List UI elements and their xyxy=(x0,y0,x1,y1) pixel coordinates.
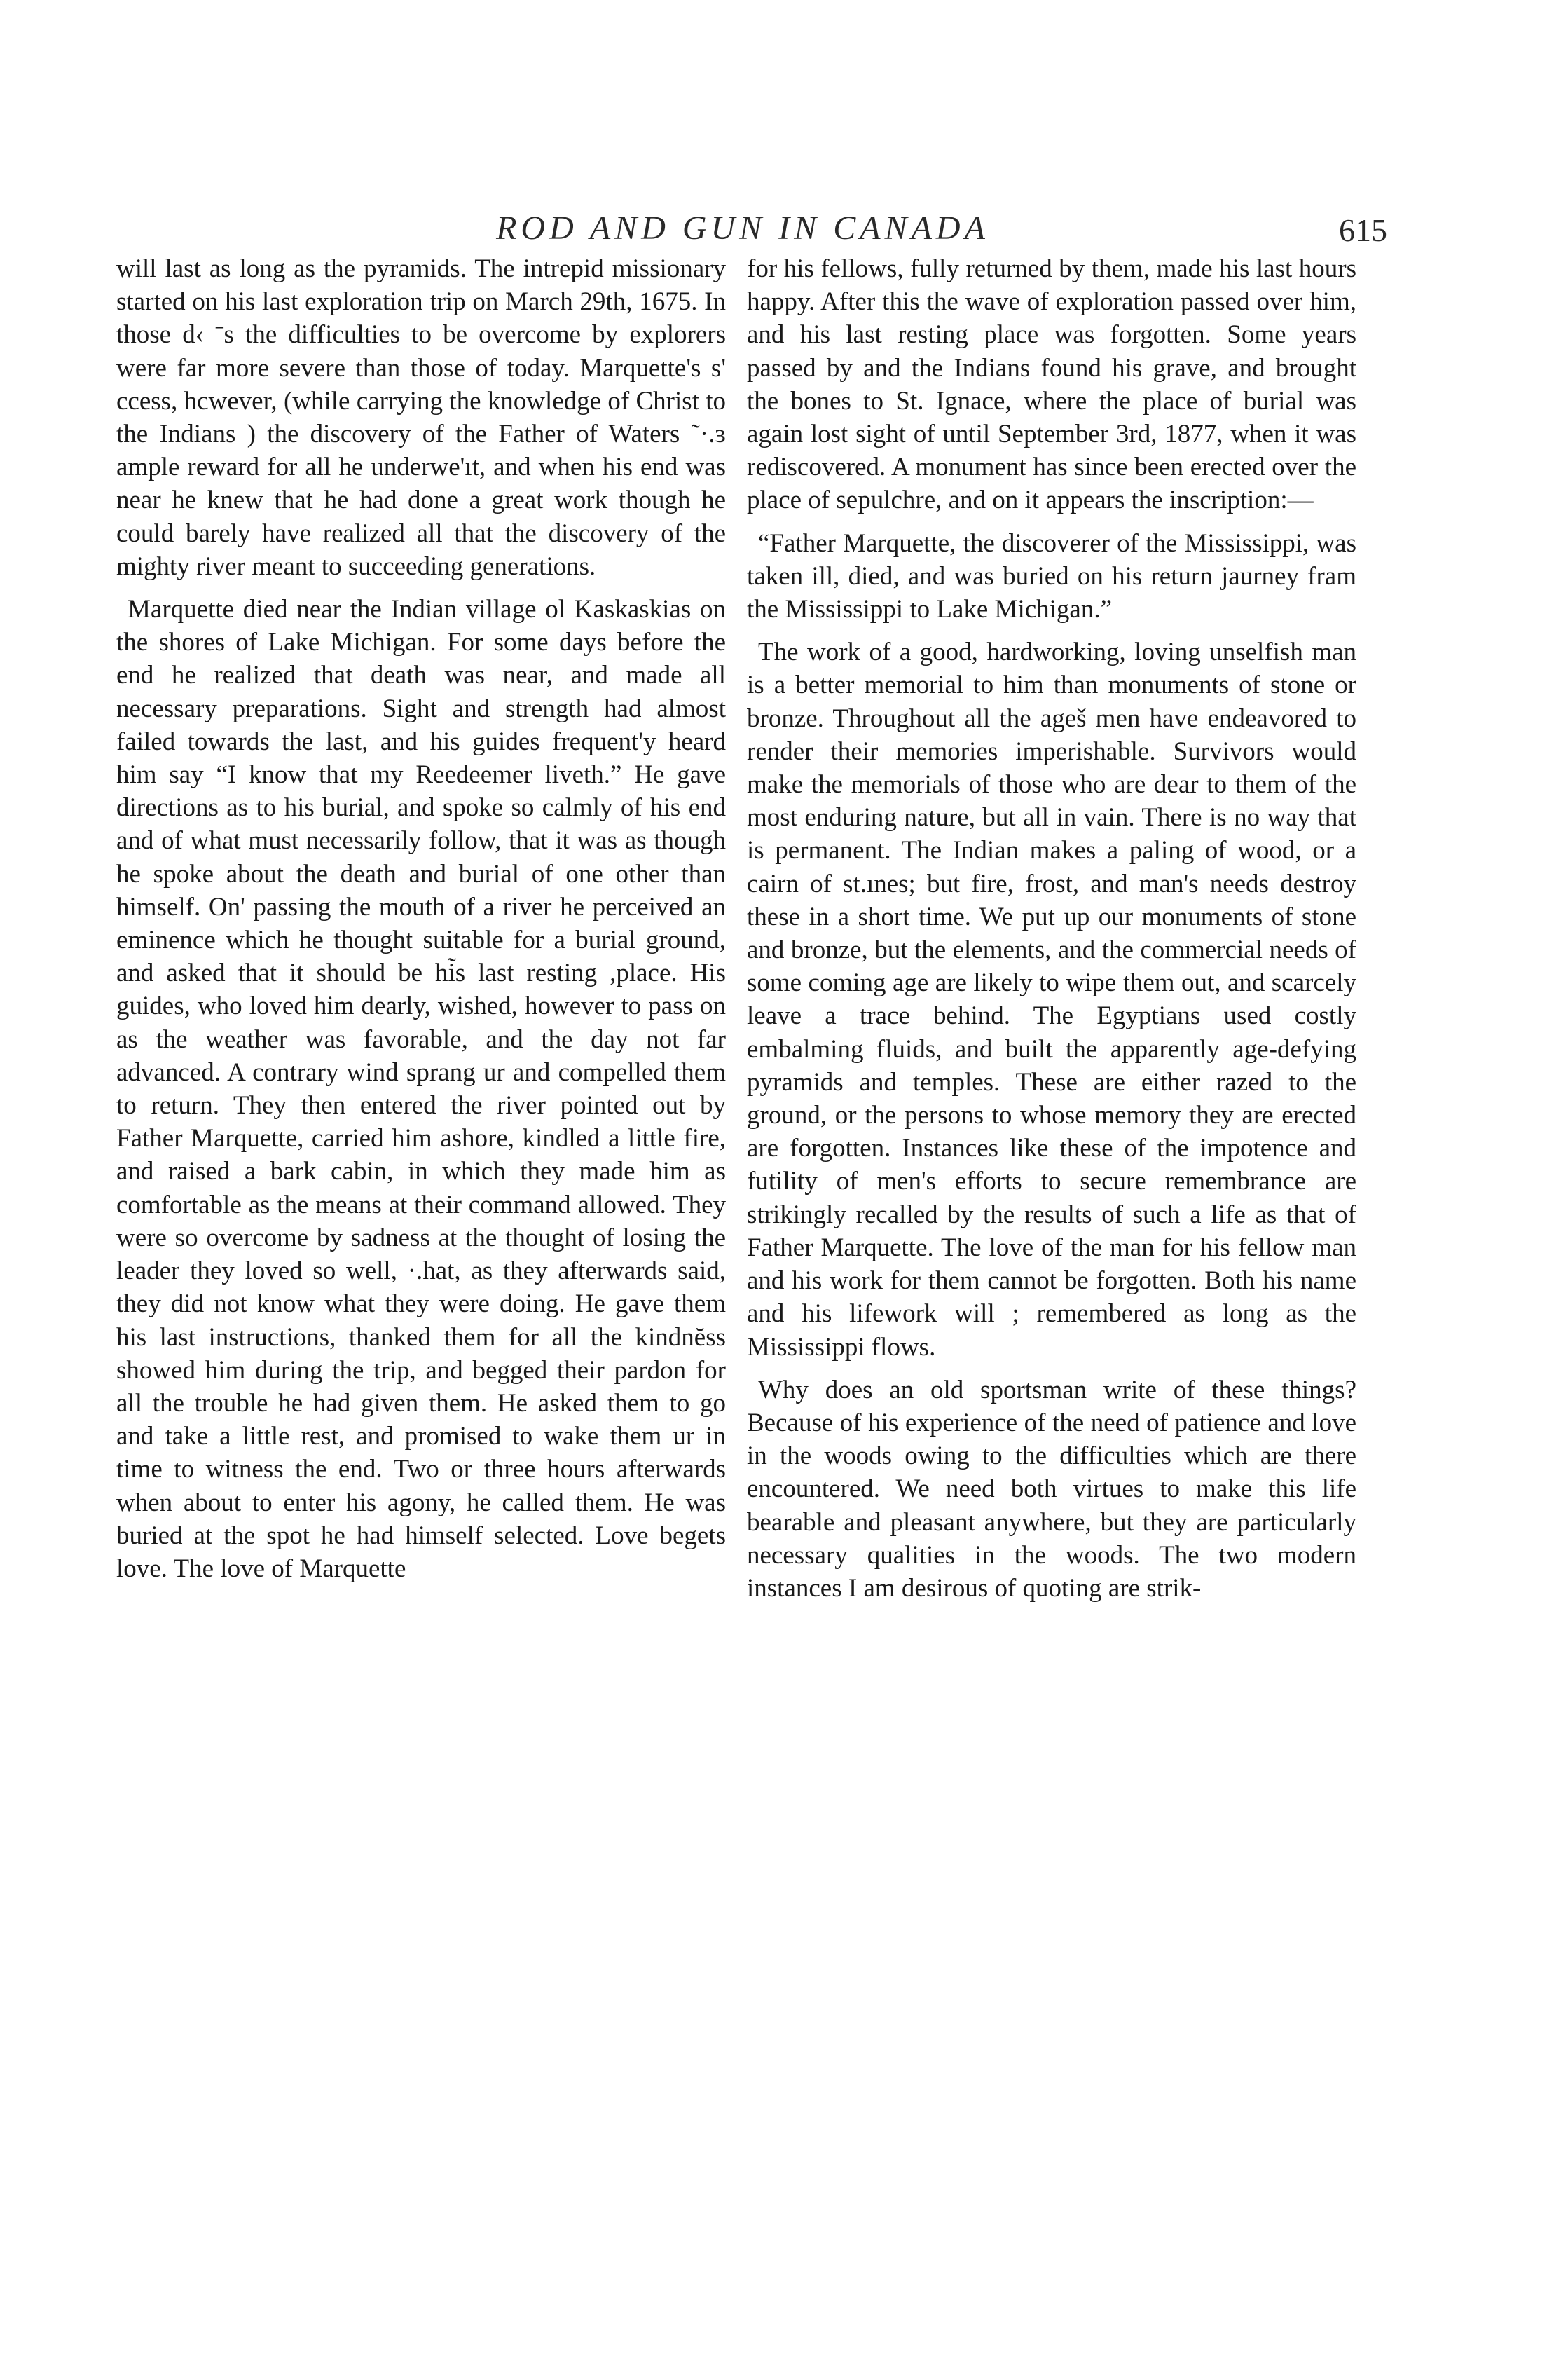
right-column xyxy=(747,252,1356,1605)
running-title: ROD AND GUN IN CANADA xyxy=(496,210,989,247)
paragraph: Marquette died near the Indian village ol Kaskaskias on the shores of Lake Michigan. For some days before the end he realized that death was near, and made all necessary preparations. Sight and strength had almost failed towards the last, and his guides frequent'y heard him say “I know that my Reedeemer liveth.” He gave directions as to his burial, and spoke so calmly of his end and of what must necessarily follow, that it was as though he spoke about the death and burial of one other than himself. On' passing the mouth of a river he perceived an eminence which he thought suitable for a burial ground, and asked that it should be hi̇̃s last resting ,place. His guides, who loved him dearly, wished, however to pass on as the weather was favorable, and the day not far advanced. A contrary wind sprang ur and compelled them to return. They then entered the river pointed out by Father Marquette, carried him ashore, kindled a little fire, and raised a bark cabin, in which they made him as comfortable as the means at their command allowed. They were so overcome by sadness at the thought of losing the leader they loved so well, ·.hat, as they afterwards said, they did not know what they were doing. He gave them his last instructions, thanked them for all the kindnĕss showed him during the trip, and begged their pardon for all the trouble he had given them. He asked them to go and take a little rest, and promised to wake them ur in time to witness the end. Two or three hours afterwards when about to enter his agony, he called them. He was buried at the spot he had himself selected. Love begets love. The love of Marquette xyxy=(116,595,726,1583)
inscription-quote: “Father Marquette, the discoverer of the Mississippi, was taken ill, died, and was buried on his return jaurney fram the Mississippi to Lake Michigan.” xyxy=(747,528,1356,624)
left-column xyxy=(116,252,726,1585)
paragraph: Why does an old sportsman write of these things? Because of his experience of the need of patience and love in the woods owing to the difficulties which are there encountered. We need both virtues to make this life bearable and pleasant anywhere, but they are particularly necessary qualities in the woods. The two modern instances I am desirous of quoting are strik- xyxy=(747,1375,1356,1603)
paragraph: for his fellows, fully returned by them, made his last hours happy. After this the wave of exploration passed over him, and his last resting place was forgotten. Some years passed by and the Indians found his grave, and brought the bones to St. Ignace, where the place of burial was again lost sight of until September 3rd, 1877, when it was rediscovered. A monument has since been erected over the place of sepulchre, and on it appears the inscription:— xyxy=(747,254,1356,515)
page-header xyxy=(112,209,1387,258)
paragraph: will last as long as the pyramids. The intrepid missionary started on his last exploration trip on March 29th, 1675. In those d‹ ˉs the difficulties to be overcome by explorers were far more severe than those of today. Marquette's s' ccess, hcwever, (while carrying the knowledge of Christ to the Indians ) the discovery of the Father of Waters ˜·.ɜ ample reward for all he underwe'ıt, and when his end was near he knew that he had done a great work though he could barely have realized all that the discovery of the mighty river meant to succeeding generations. xyxy=(116,254,726,581)
paragraph: The work of a good, hardworking, loving unselfish man is a better memorial to him than monuments of stone or bronze. Throughout all the ageš men have endeavored to render their memories imperishable. Survivors would make the memorials of those who are dear to them of the most enduring nature, but all in vain. There is no way that is permanent. The Indian makes a paling of wood, or a cairn of st.ınes; but fire, frost, and man's needs destroy these in a short time. We put up our monuments of stone and bronze, but the elements, and the commercial needs of some coming age are likely to wipe them out, and scarcely leave a trace behind. The Egyptians used costly embalming fluids, and built the apparently age-defying pyramids and temples. These are either razed to the ground, or the persons to whose memory they are erected are forgotten. Instances like these of the impotence and futility of men's efforts to secure remembrance are strikingly recalled by the results of such a life as that of Father Marquette. The love of the man for his fellow man and his work for them cannot be forgotten. Both his name and his lifework will ; remembered as long as the Mississippi flows. xyxy=(747,638,1356,1362)
page-number: 615 xyxy=(1339,212,1387,248)
